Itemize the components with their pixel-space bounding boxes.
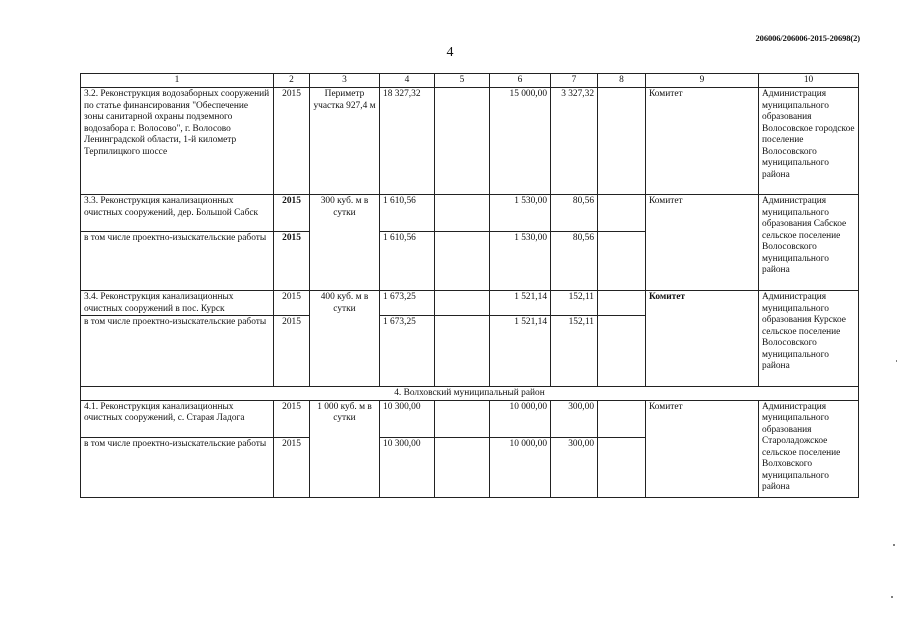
header-cell: 1 — [81, 74, 274, 88]
object-name: 3.3. Реконструкция канализационных очистных сооружений, дер. Большой Сабск — [81, 195, 274, 232]
amount-col5 — [435, 316, 490, 387]
recipient-cell: Администрация муниципального образования Курское сельское поселение Волосовского муниципального района — [759, 291, 859, 387]
table-row — [81, 195, 859, 232]
amount-total: 1 610,56 — [380, 195, 435, 232]
year-cell: 2015 — [274, 316, 310, 387]
amount-col5 — [435, 232, 490, 291]
amount-regional: 1 530,00 — [490, 195, 551, 232]
object-name: 3.2. Реконструкция водозаборных сооружений по статье финансирования "Обеспечение зоны санитарной охраны подземного водозабора г. Волосово", г. Волосово Ленинградской области, 1-й километр Терпилицкого шоссе — [81, 88, 274, 195]
year-cell: 2015 — [274, 291, 310, 316]
page-number: 4 — [446, 45, 454, 60]
year-cell: 2015 — [274, 195, 310, 232]
program-table — [80, 73, 859, 498]
amount-total: 18 327,32 — [380, 88, 435, 195]
amount-regional: 10 000,00 — [490, 437, 551, 497]
amount-col8 — [598, 437, 646, 497]
amount-col5 — [435, 437, 490, 497]
subrow-name: в том числе проектно-изыскательские работы — [81, 232, 274, 291]
year-cell: 2015 — [274, 400, 310, 437]
header-cell: 4 — [380, 74, 435, 88]
amount-local: 152,11 — [551, 291, 598, 316]
amount-col8 — [598, 400, 646, 437]
year-cell: 2015 — [274, 88, 310, 195]
customer-cell: Комитет — [646, 195, 759, 291]
amount-total: 1 673,25 — [380, 316, 435, 387]
amount-regional: 10 000,00 — [490, 400, 551, 437]
table-row — [81, 291, 859, 316]
object-name: 3.4. Реконструкция канализационных очистных сооружений в пос. Курск — [81, 291, 274, 316]
amount-total: 1 610,56 — [380, 232, 435, 291]
scan-speck — [891, 596, 893, 598]
table-row — [81, 400, 859, 437]
amount-col5 — [435, 400, 490, 437]
amount-col8 — [598, 195, 646, 232]
scan-speck — [893, 544, 895, 546]
amount-total: 1 673,25 — [380, 291, 435, 316]
customer-cell: Комитет — [646, 88, 759, 195]
header-cell: 3 — [310, 74, 380, 88]
document-id: 206006/206006-2015-20698(2) — [755, 33, 860, 43]
amount-col5 — [435, 291, 490, 316]
amount-col8 — [598, 291, 646, 316]
amount-regional: 1 521,14 — [490, 291, 551, 316]
header-row — [81, 74, 859, 88]
customer-cell: Комитет — [646, 400, 759, 497]
recipient-cell: Администрация муниципального образования Сабское сельское поселение Волосовского муниципального района — [759, 195, 859, 291]
capacity-cell: 300 куб. м в сутки — [310, 195, 380, 291]
recipient-cell: Администрация муниципального образования Волосовское городское поселение Волосовского муниципального района — [759, 88, 859, 195]
header-cell: 7 — [551, 74, 598, 88]
amount-regional: 15 000,00 — [490, 88, 551, 195]
amount-total: 10 300,00 — [380, 437, 435, 497]
header-cell: 6 — [490, 74, 551, 88]
capacity-cell: 1 000 куб. м в сутки — [310, 400, 380, 497]
amount-col8 — [598, 316, 646, 387]
header-cell: 2 — [274, 74, 310, 88]
header-cell: 8 — [598, 74, 646, 88]
amount-col8 — [598, 232, 646, 291]
subrow-name: в том числе проектно-изыскательские работы — [81, 316, 274, 387]
amount-regional: 1 521,14 — [490, 316, 551, 387]
amount-col5 — [435, 88, 490, 195]
amount-local: 80,56 — [551, 232, 598, 291]
year-cell: 2015 — [274, 232, 310, 291]
table-row — [81, 88, 859, 195]
amount-col5 — [435, 195, 490, 232]
customer-cell: Комитет — [646, 291, 759, 387]
amount-total: 10 300,00 — [380, 400, 435, 437]
amount-col8 — [598, 88, 646, 195]
header-cell: 10 — [759, 74, 859, 88]
object-name: 4.1. Реконструкция канализационных очистных сооружений, с. Старая Ладога — [81, 400, 274, 437]
scan-speck — [896, 360, 897, 362]
capacity-cell: Периметр участка 927,4 м — [310, 88, 380, 195]
header-cell: 9 — [646, 74, 759, 88]
section-title: 4. Волховский муниципальный район — [81, 387, 859, 401]
recipient-cell: Администрация муниципального образования Староладожское сельское поселение Волховского муниципального района — [759, 400, 859, 497]
amount-local: 152,11 — [551, 316, 598, 387]
amount-local: 80,56 — [551, 195, 598, 232]
amount-local: 3 327,32 — [551, 88, 598, 195]
amount-local: 300,00 — [551, 437, 598, 497]
header-cell: 5 — [435, 74, 490, 88]
section-row — [81, 387, 859, 401]
subrow-name: в том числе проектно-изыскательские работы — [81, 437, 274, 497]
capacity-cell: 400 куб. м в сутки — [310, 291, 380, 387]
amount-regional: 1 530,00 — [490, 232, 551, 291]
amount-local: 300,00 — [551, 400, 598, 437]
year-cell: 2015 — [274, 437, 310, 497]
